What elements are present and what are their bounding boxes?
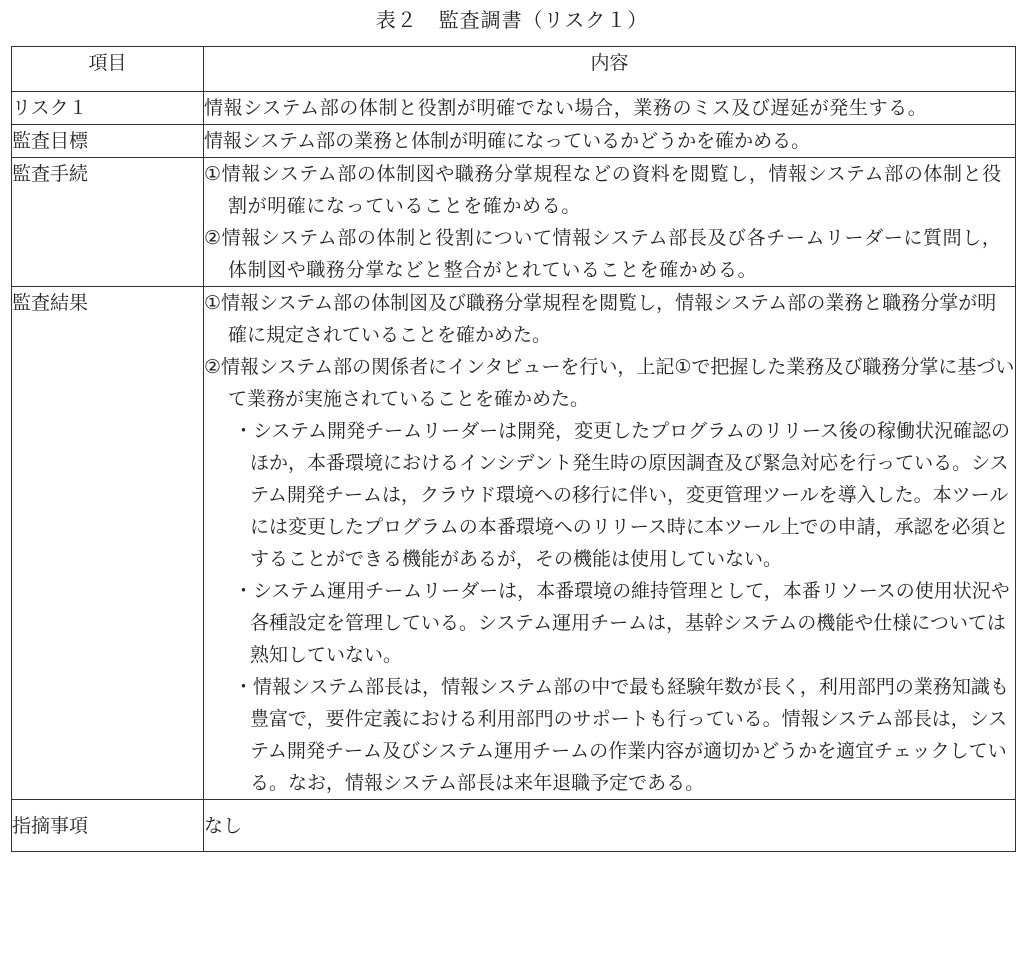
result-content — [204, 287, 1016, 800]
objective-row — [12, 125, 1016, 158]
objective-label: 監査目標 — [12, 125, 204, 158]
risk-text: 情報システム部の体制と役割が明確でない場合，業務のミス及び遅延が発生する。 — [204, 92, 1016, 125]
objective-text: 情報システム部の業務と体制が明確になっているかどうかを確かめる。 — [204, 125, 1016, 158]
table-caption: 表２ 監査調書（リスク１） — [375, 8, 649, 32]
header-row — [12, 47, 1016, 92]
result-label: 監査結果 — [12, 287, 204, 800]
result-bullet-1: ・システム開発チームリーダーは開発，変更したプログラムのリリース後の稼働状況確認のほか，本番環境におけるインシデント発生時の原因調査及び緊急対応を行っている。システム開発チームは，クラウド環境への移行に伴い，変更管理ツールを導入した。本ツールには変更したプログラムの本番環境へのリリース時に本ツール上での申請，承認を必須とすることができる機能があるが，その機能は使用していない。 — [234, 420, 1010, 570]
header-content: 内容 — [204, 47, 1016, 92]
result-bullet-3: ・情報システム部長は，情報システム部の中で最も経験年数が長く，利用部門の業務知識も豊富で，要件定義における利用部門のサポートも行っている。情報システム部長は，システム開発チーム及びシステム運用チームの作業内容が適切かどうかを適宜チェックしている。なお，情報システム部長は来年退職予定である。 — [234, 676, 1009, 794]
procedure-row — [12, 158, 1016, 287]
procedure-item-2: ②情報システム部の体制と役割について情報システム部長及び各チームリーダーに質問し，体制図や職務分掌などと整合がとれていることを確かめる。 — [204, 227, 1002, 281]
risk-row — [12, 92, 1016, 125]
result-row — [12, 287, 1016, 800]
findings-label: 指摘事項 — [12, 800, 204, 852]
header-item: 項目 — [12, 47, 204, 92]
findings-text: なし — [204, 800, 1016, 852]
findings-row — [12, 800, 1016, 852]
audit-table — [11, 46, 1016, 852]
procedure-content — [204, 158, 1016, 287]
result-item-1: ①情報システム部の体制図及び職務分掌規程を閲覧し，情報システム部の業務と職務分掌が明確に規定されていることを確かめた。 — [204, 292, 997, 346]
result-bullet-2: ・システム運用チームリーダーは，本番環境の維持管理として，本番リソースの使用状況や各種設定を管理している。システム運用チームは，基幹システムの機能や仕様については熟知していない。 — [234, 580, 1010, 666]
result-item-2: ②情報システム部の関係者にインタビューを行い，上記①で把握した業務及び職務分掌に基づいて業務が実施されていることを確かめた。 — [204, 356, 1015, 410]
procedure-item-1: ①情報システム部の体制図や職務分掌規程などの資料を閲覧し，情報システム部の体制と役割が明確になっていることを確かめる。 — [204, 163, 1002, 217]
procedure-label: 監査手続 — [12, 158, 204, 287]
risk-label: リスク１ — [12, 92, 204, 125]
